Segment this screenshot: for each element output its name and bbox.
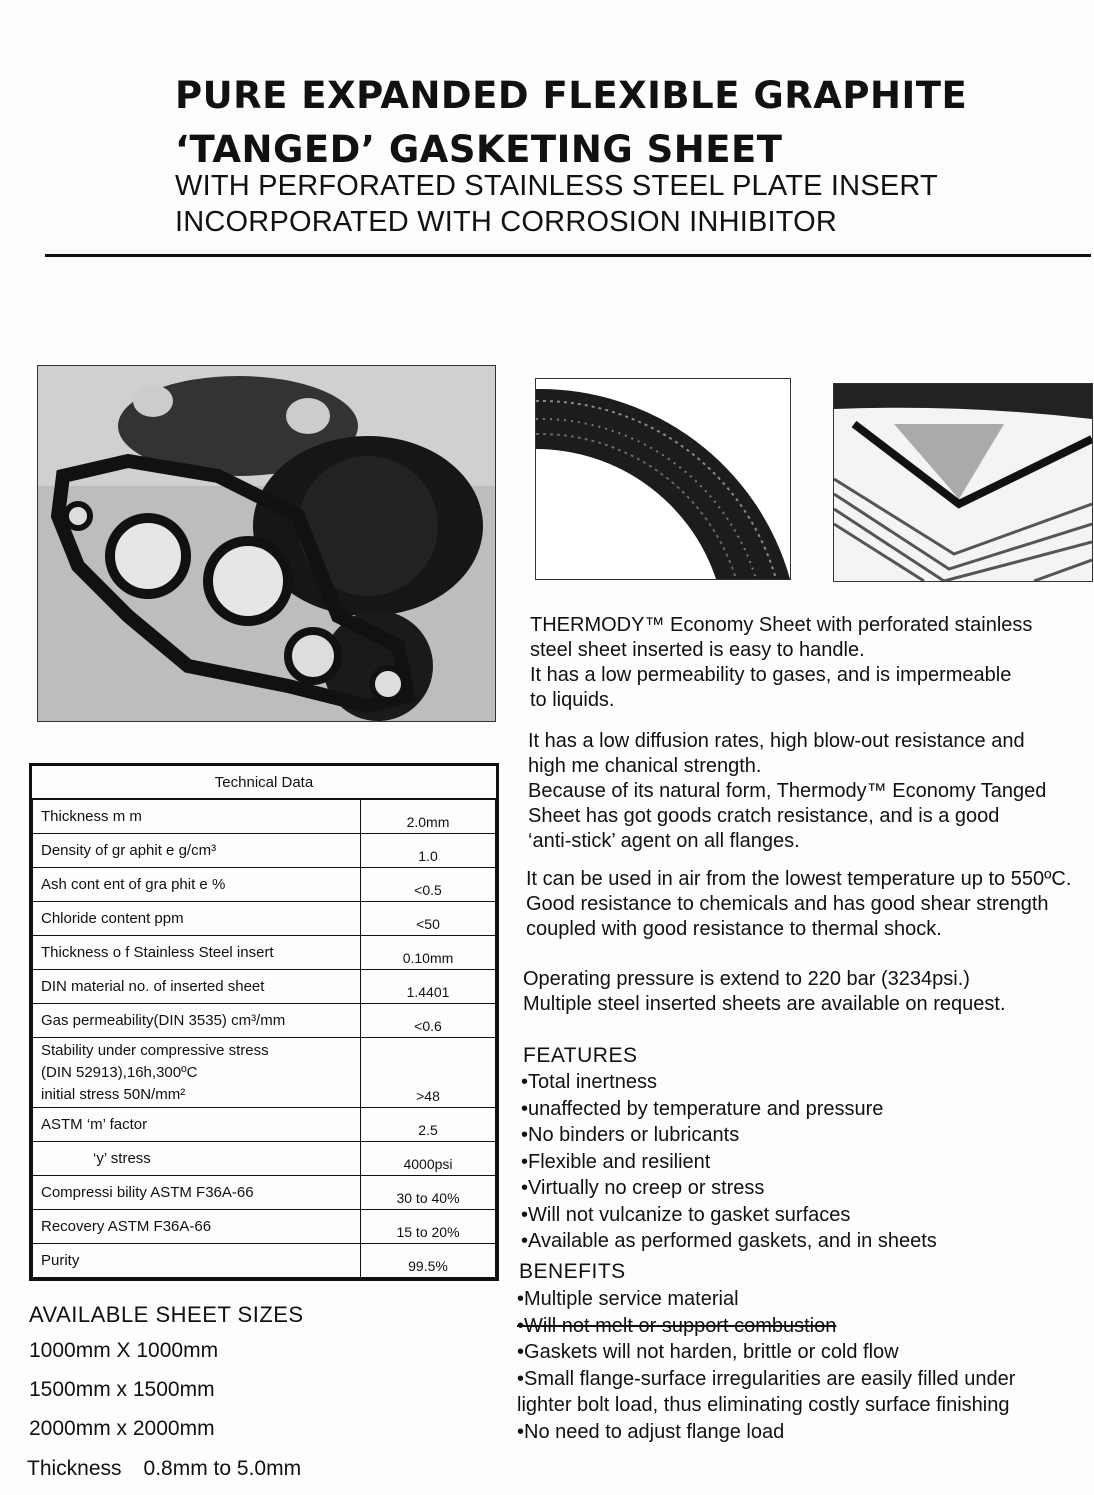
feature-item: • Flexible and resilient	[521, 1149, 937, 1176]
thickness-range	[27, 1457, 301, 1481]
table-row: Compressi bility ASTM F36A-66 30 to 40%	[33, 1176, 496, 1210]
feature-item: • unaffected by temperature and pressure	[521, 1096, 937, 1123]
page-title-line1: PURE EXPANDED FLEXIBLE GRAPHITE	[175, 74, 968, 117]
feature-item: • Total inertness	[521, 1069, 937, 1096]
features-heading: FEATURES	[523, 1044, 638, 1067]
benefits-list	[517, 1286, 1057, 1445]
table-row: Chloride content ppm <50	[33, 902, 496, 936]
thickness-value: 0.8mm to 5.0mm	[143, 1457, 302, 1480]
feature-item: • Virtually no creep or stress	[521, 1175, 937, 1202]
feature-item: • Available as performed gaskets, and in sheets	[521, 1228, 937, 1255]
benefit-item: • No need to adjust flange load	[517, 1419, 1057, 1446]
size-item: 1000mm X 1000mm	[29, 1339, 219, 1362]
table-title: Technical Data	[33, 766, 496, 799]
table-row: DIN material no. of inserted sheet 1.4401	[33, 970, 496, 1004]
subtitle-line1: WITH PERFORATED STAINLESS STEEL PLATE INSERT	[175, 170, 938, 202]
thickness-label: Thickness	[27, 1457, 122, 1480]
layered-sheet-photo	[833, 383, 1093, 582]
feature-item: • No binders or lubricants	[521, 1122, 937, 1149]
header-divider	[45, 254, 1091, 257]
size-item: 1500mm x 1500mm	[29, 1378, 215, 1401]
description-paragraph-3: It can be used in air from the lowest temperature up to 550ºC. Good resistance to chemicals and has good shear strength coupled with good resistance to thermal shock.	[526, 868, 1072, 940]
table-row: ‘y’ stress 4000psi	[33, 1142, 496, 1176]
features-list	[521, 1069, 937, 1255]
stability-label: Stability under compressive stress (DIN 52913),16h,300ºC initial stress 50N/mm²	[33, 1038, 361, 1108]
table-row: Purity 99.5%	[33, 1244, 496, 1278]
feature-item: • Will not vulcanize to gasket surfaces	[521, 1202, 937, 1229]
benefit-item: • Gaskets will not harden, brittle or cold flow	[517, 1339, 1057, 1366]
ring-cross-section-photo	[535, 378, 791, 580]
benefits-heading: BENEFITS	[519, 1260, 626, 1283]
technical-data-table	[29, 763, 499, 1281]
description-paragraph-4: Operating pressure is extend to 220 bar (3234psi.) Multiple steel inserted sheets are available on request.	[523, 968, 1006, 1015]
table-row: Gas permeability(DIN 3535) cm³/mm <0.6	[33, 1004, 496, 1038]
description-paragraph-1: THERMODY™ Economy Sheet with perforated stainless steel sheet inserted is easy to handle. It has a low permeability to gases, and is impermeable to liquids.	[530, 614, 1033, 711]
size-item: 2000mm x 2000mm	[29, 1417, 215, 1440]
table-row: Density of gr aphit e g/cm³ 1.0	[33, 834, 496, 868]
table-row: ASTM ‘m’ factor 2.5	[33, 1108, 496, 1142]
benefit-item: • Small flange-surface irregularities are easily filled under lighter bolt load, thus eliminating costly surface finishing	[517, 1366, 1057, 1419]
sizes-heading: AVAILABLE SHEET SIZES	[29, 1302, 304, 1327]
description-paragraph-2: It has a low diffusion rates, high blow-out resistance and high me chanical strength. Because of its natural form, Thermody™ Economy Tanged Sheet has got goods cratch resistance, and is a good ‘anti-stick’ agent on all flanges.	[528, 730, 1047, 852]
table-row: Ash cont ent of gra phit e % <0.5	[33, 868, 496, 902]
table-row: Recovery ASTM F36A-66 15 to 20%	[33, 1210, 496, 1244]
subtitle-line2: INCORPORATED WITH CORROSION INHIBITOR	[175, 206, 838, 238]
gaskets-photo	[37, 365, 496, 722]
benefit-item: • Multiple service material	[517, 1286, 1057, 1313]
table-row: Thickness m m 2.0mm	[33, 799, 496, 834]
table-row: Stability under compressive stress (DIN 52913),16h,300ºC initial stress 50N/mm² >48	[33, 1038, 496, 1108]
benefit-item: • Will not melt or support combustion	[517, 1313, 1057, 1340]
table-row: Thickness o f Stainless Steel insert 0.10mm	[33, 936, 496, 970]
page-title-line2: ‘TANGED’ GASKETING SHEET	[175, 128, 783, 171]
